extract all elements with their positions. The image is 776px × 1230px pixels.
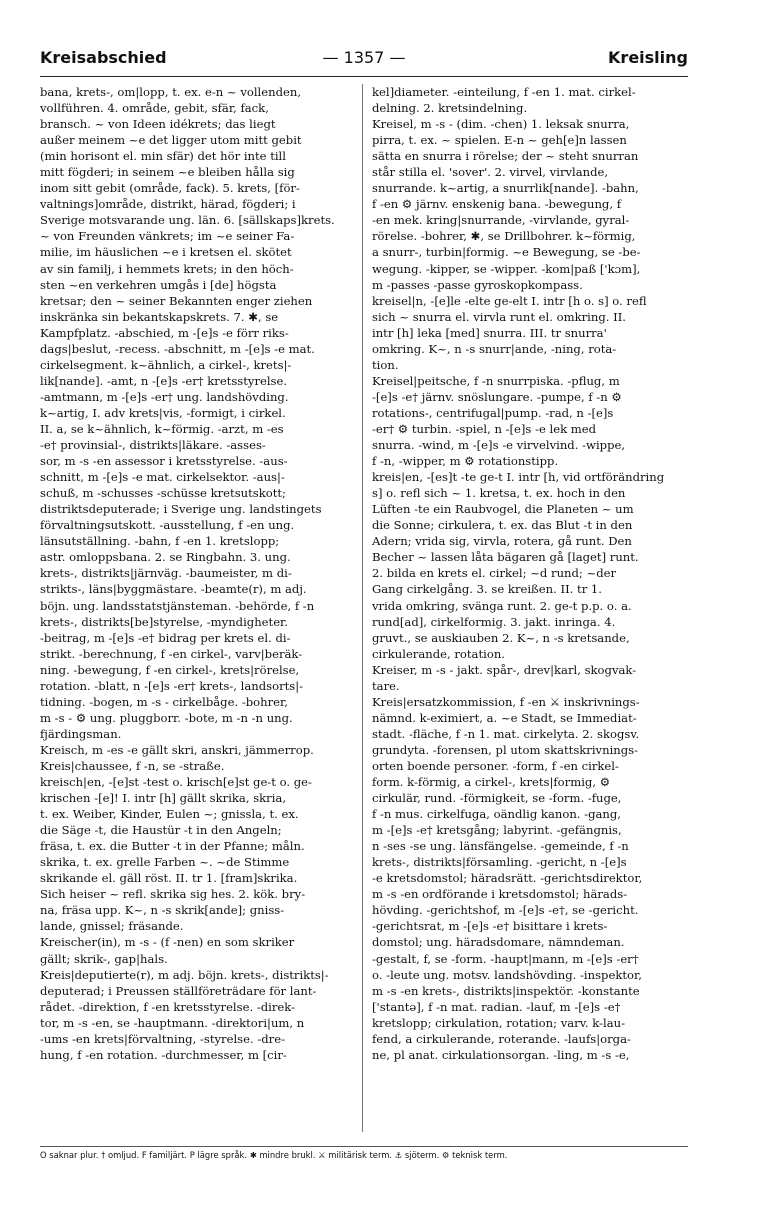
text-line: sich ~ snurra el. virvla runt el. omkring. II.	[372, 309, 626, 324]
text-line: pirra, t. ex. ~ spielen. E-n ~ geh[e]n lassen	[372, 133, 627, 148]
text-line: hung, f -en rotation. -durchmesser, m [cir-	[40, 1047, 287, 1062]
text-line: Kreisel|peitsche, f -n snurrpiska. -pflug, m	[372, 373, 620, 388]
text-line: Kreisel, m -s - (dim. -chen) 1. leksak snurra,	[372, 117, 630, 132]
text-line: rådet. -direktion, f -en kretsstyrelse. -direk-	[40, 999, 296, 1014]
text-line: krets-, distrikts[be]styrelse, -myndigheter.	[40, 614, 289, 629]
text-line: milie, im häuslichen ~e i kretsen el. skötet	[40, 245, 292, 260]
text-line: dags|beslut, -recess. -abschnitt, m -[e]s -e mat.	[40, 341, 315, 356]
text-line: står stilla el. 'sover'. 2. virvel, virvlande,	[372, 165, 609, 180]
text-line: fend, a cirkulerande, roterande. -laufs|orga-	[372, 1031, 631, 1046]
text-line: deputerad; i Preussen ställföreträdare för lant-	[40, 983, 317, 998]
text-line: ~ von Freunden vänkrets; im ~e seiner Fa-	[40, 229, 295, 244]
text-line: kreis|en, -[es]t -te ge-t I. intr [h, vid ortförändring	[372, 470, 665, 485]
text-line: -amtmann, m -[e]s -er† ung. landshövding.	[40, 389, 289, 404]
text-line: lande, gnissel; fräsande.	[40, 919, 184, 934]
text-line: s] o. refl sich ~ 1. kretsa, t. ex. hoch in den	[372, 486, 626, 501]
text-line: t. ex. Weiber, Kinder, Eulen ~; gnissla, t. ex.	[40, 807, 299, 822]
text-line: die Sonne; cirkulera, t. ex. das Blut -t in den	[372, 518, 633, 533]
text-line: m -[e]s -e† kretsgång; labyrint. -gefängnis,	[372, 823, 622, 838]
text-line: snurra. -wind, m -[e]s -e virvelvind. -wippe,	[372, 438, 626, 453]
text-line: kretslopp; cirkulation, rotation; varv. k-lau-	[372, 1015, 625, 1030]
text-line: rörelse. -bohrer, ✱, se Drillbohrer. k~förmig,	[372, 229, 636, 244]
text-line: inskränka sin bekantskapskrets. 7. ✱, se	[40, 309, 279, 324]
text-line: tor, m -s -en, se -hauptmann. -direktori|um, n	[40, 1015, 305, 1030]
text-line: m -s -en ordförande i kretsdomstol; härads-	[372, 887, 628, 902]
text-line: Kreiser, m -s - jakt. spår-, drev|karl, skogvak-	[372, 662, 637, 677]
text-line: förvaltningsutskott. -ausstellung, f -en ung.	[40, 518, 295, 533]
text-line: gruvt., se auskiauben 2. K~, n -s kretsande,	[372, 630, 630, 645]
text-line: -ums -en krets|förvaltning, -styrelse. -dre-	[40, 1031, 285, 1046]
text-line: tion.	[372, 357, 399, 372]
column-divider	[362, 84, 363, 1132]
text-line: astr. omloppsbana. 2. se Ringbahn. 3. ung.	[40, 550, 291, 565]
text-line: skrikande el. gäll röst. II. tr 1. [fram]skrika.	[40, 871, 298, 886]
text-line: omkring. K~, n -s snurr|ande, -ning, rota-	[372, 341, 617, 356]
text-line: form. k-förmig, a cirkel-, krets|formig, ⚙	[372, 775, 611, 790]
text-line: intr [h] leka [med] snurra. III. tr snurra'	[372, 325, 607, 340]
text-line: krets-, distrikts|församling. -gericht, n -[e]s	[372, 855, 627, 870]
text-line: ne, pl anat. cirkulationsorgan. -ling, m -s -e,	[372, 1047, 630, 1062]
text-line: skrika, t. ex. grelle Farben ~. ~de Stimme	[40, 855, 290, 870]
text-line: gällt; skrik-, gap|hals.	[40, 951, 168, 966]
header-rule	[40, 76, 688, 77]
text-line: valtnings]område, distrikt, härad, fögderi; i	[40, 197, 296, 212]
text-line: die Säge -t, die Haustür -t in den Angeln;	[40, 823, 282, 838]
header-left-guide-word: Kreisabschied	[40, 48, 167, 67]
text-line: domstol; ung. häradsdomare, nämndeman.	[372, 935, 625, 950]
text-line: länsutställning. -bahn, f -en 1. kretslopp;	[40, 534, 280, 549]
text-line: rund[ad], cirkelformig. 3. jakt. inringa. 4.	[372, 614, 616, 629]
text-line: vollführen. 4. område, gebit, sfär, fack,	[40, 101, 269, 116]
text-line: II. a, se k~ähnlich, k~förmig. -arzt, m -es	[40, 421, 284, 436]
text-line: -er† ⚙ turbin. -spiel, n -[e]s -e lek med	[372, 421, 597, 436]
text-line: Kreisch, m -es -e gällt skri, anskri, jämmerrop.	[40, 742, 314, 757]
text-line: kreisch|en, -[e]st -test o. krisch[e]st ge-t o. ge-	[40, 775, 312, 790]
text-line: na, fräsa upp. K~, n -s skrik[ande]; gniss-	[40, 903, 285, 918]
text-line: vrida omkring, svänga runt. 2. ge-t p.p. o. a.	[372, 598, 632, 613]
text-line: krets-, distrikts|järnväg. -baumeister, m di-	[40, 566, 292, 581]
text-line: inom sitt gebit (område, fack). 5. krets, [för-	[40, 181, 300, 196]
text-line: Kreis|ersatzkommission, f -en ⚔ inskrivnings-	[372, 694, 640, 709]
text-line: ning. -bewegung, f -en cirkel-, krets|rörelse,	[40, 662, 300, 677]
text-line: -[e]s -e† järnv. snöslungare. -pumpe, f -n ⚙	[372, 389, 622, 404]
text-line: Gang cirkelgång. 3. se kreißen. II. tr 1.	[372, 582, 602, 597]
text-line: sätta en snurra i rörelse; der ~ steht snurran	[372, 149, 639, 164]
text-line: strikt. -berechnung, f -en cirkel-, varv|beräk-	[40, 646, 303, 661]
footer-rule	[40, 1146, 688, 1147]
text-line: -gerichtsrat, m -[e]s -e† bisittare i krets-	[372, 919, 608, 934]
text-line: grundyta. -forensen, pl utom skattskrivnings-	[372, 742, 639, 757]
text-line: kel]diameter. -einteilung, f -en 1. mat. cirkel-	[372, 85, 636, 99]
text-line: mitt fögderi; in seinem ~e bleiben hålla sig	[40, 165, 295, 180]
text-line: krischen -[e]! I. intr [h] gällt skrika, skria,	[40, 791, 287, 806]
text-line: Kreis|chaussee, f -n, se -straße.	[40, 758, 225, 773]
text-line: sten ~en verkehren umgås i [de] högsta	[40, 277, 277, 292]
text-line: bransch. ~ von Ideen idékrets; das liegt	[40, 117, 276, 132]
text-line: k~artig, I. adv krets|vis, -formigt, i cirkel.	[40, 405, 286, 420]
text-line: fräsa, t. ex. die Butter -t in der Pfanne; måln.	[40, 839, 305, 854]
text-line: wegung. -kipper, se -wipper. -kom|paß ['kɔm],	[372, 261, 641, 276]
text-line: o. -leute ung. motsv. landshövding. -inspektor,	[372, 967, 642, 982]
text-line: ['stantə], f -n mat. radian. -lauf, m -[e]s -e†	[372, 999, 621, 1014]
text-line: cirkulerande, rotation.	[372, 646, 505, 661]
text-line: n -ses -se ung. länsfängelse. -gemeinde, f -n	[372, 839, 629, 854]
text-line: böjn. ung. landsstatstjänsteman. -behörde, f -n	[40, 598, 315, 613]
text-line: Sich heiser ~ refl. skrika sig hes. 2. kök. bry-	[40, 887, 306, 902]
text-line: kreisel|n, -[e]le -elte ge-elt I. intr [h o. s] o. refl	[372, 293, 647, 308]
text-line: -beitrag, m -[e]s -e† bidrag per krets el. di-	[40, 630, 291, 645]
text-line: tare.	[372, 678, 400, 693]
text-line: m -s - ⚙ ung. pluggborr. -bote, m -n -n ung.	[40, 710, 293, 725]
text-line: snurrande. k~artig, a snurrlik[nande]. -bahn,	[372, 181, 639, 196]
text-line: cirkelsegment. k~ähnlich, a cirkel-, krets|-	[40, 357, 292, 372]
abbreviation-footer: O saknar plur. † omljud. F familjärt. P lägre språk. ✱ mindre brukl. ⚔ militärisk term. ⚓ sjöterm. ⚙ teknisk term.	[40, 1150, 508, 1160]
text-line: fjärdingsman.	[40, 726, 122, 741]
text-line: Adern; vrida sig, virvla, rotera, gå runt. Den	[372, 534, 632, 549]
text-line: sor, m -s -en assessor i kretsstyrelse. -aus-	[40, 454, 288, 469]
text-line: lik[nande]. -amt, n -[e]s -er† kretsstyrelse.	[40, 373, 288, 388]
text-line: -gestalt, f, se -form. -haupt|mann, m -[e]s -er†	[372, 951, 639, 966]
text-line: schnitt, m -[e]s -e mat. cirkelsektor. -aus|-	[40, 470, 285, 485]
text-line: distriktsdeputerade; i Sverige ung. landstingets	[40, 502, 322, 517]
text-line: bana, krets-, om|lopp, t. ex. e-n ~ vollenden,	[40, 85, 302, 99]
text-line: f -n mus. cirkelfuga, oändlig kanon. -gang,	[372, 807, 621, 822]
page-number: — 1357 —	[322, 48, 406, 67]
text-line: Lüften -te ein Raubvogel, die Planeten ~ um	[372, 502, 634, 517]
right-column	[372, 84, 685, 1134]
text-line: rotation. -blatt, n -[e]s -er† krets-, landsorts|-	[40, 678, 304, 693]
text-line: f -n, -wipper, m ⚙ rotationstipp.	[372, 454, 559, 469]
text-line: tidning. -bogen, m -s - cirkelbåge. -bohrer,	[40, 694, 288, 709]
text-line: delning. 2. kretsindelning.	[372, 101, 528, 116]
text-line: Kreischer(in), m -s - (f -nen) en som skriker	[40, 935, 295, 950]
text-line: m -s -en krets-, distrikts|inspektör. -konstante	[372, 983, 640, 998]
text-line: cirkulär, rund. -förmigkeit, se -form. -fuge,	[372, 791, 622, 806]
text-line: -e kretsdomstol; häradsrätt. -gerichtsdirektor,	[372, 871, 643, 886]
text-line: stadt. -fläche, f -n 1. mat. cirkelyta. 2. skogsv.	[372, 726, 640, 741]
text-line: nämnd. k-eximiert, a. ~e Stadt, se Immediat-	[372, 710, 637, 725]
text-line: a snurr-, turbin|formig. ~e Bewegung, se -be-	[372, 245, 641, 260]
text-line: Sverige motsvarande ung. län. 6. [sällskaps]krets.	[40, 213, 335, 228]
text-line: orten boende personer. -form, f -en cirkel-	[372, 758, 619, 773]
text-line: kretsar; den ~ seiner Bekannten enger ziehen	[40, 293, 313, 308]
text-line: -e† provinsial-, distrikts|läkare. -asses-	[40, 438, 266, 453]
text-line: av sin familj, i hemmets krets; in den höch-	[40, 261, 294, 276]
text-line: (min horisont el. min sfär) det hör inte till	[40, 149, 286, 164]
text-line: Becher ~ lassen låta bägaren gå [laget] runt.	[372, 550, 639, 565]
text-line: Kampfplatz. -abschied, m -[e]s -e förr riks-	[40, 325, 289, 340]
text-line: außer meinem ~e det ligger utom mitt gebit	[40, 133, 302, 148]
text-line: hövding. -gerichtshof, m -[e]s -e†, se -gericht.	[372, 903, 639, 918]
text-line: schuß, m -schusses -schüsse kretsutskott;	[40, 486, 286, 501]
text-line: rotations-, centrifugal|pump. -rad, n -[e]s	[372, 405, 614, 420]
text-line: Kreis|deputierte(r), m adj. böjn. krets-, distrikts|-	[40, 967, 329, 982]
text-line: -en mek. kring|snurrande, -virvlande, gyral-	[372, 213, 630, 228]
text-line: m -passes -passe gyroskopkompass.	[372, 277, 583, 292]
left-column	[40, 84, 353, 1134]
text-line: f -en ⚙ järnv. enskenig bana. -bewegung, f	[372, 197, 621, 212]
header-right-guide-word: Kreisling	[608, 48, 688, 67]
text-line: 2. bilda en krets el. cirkel; ~d rund; ~der	[372, 566, 617, 581]
text-line: strikts-, läns|byggmästare. -beamte(r), m adj.	[40, 582, 307, 597]
page-header	[40, 48, 688, 74]
